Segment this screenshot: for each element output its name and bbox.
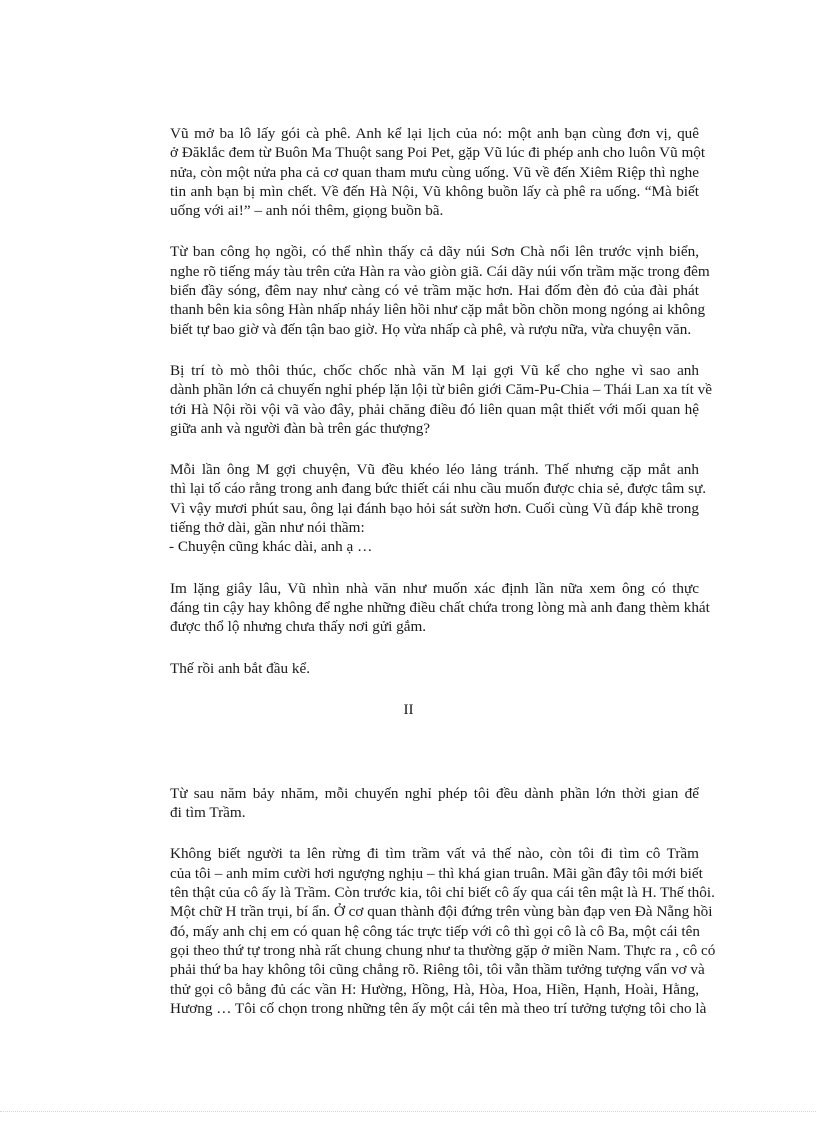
text-line: Hương … Tôi cố chọn trong những tên ấy một cái tên mà theo trí tưởng tượng tôi cho là	[170, 999, 707, 1017]
paragraph-1	[118, 124, 706, 220]
text-line: nghe rõ tiếng máy tàu trên cửa Hàn ra vào giòn giã. Cái dãy núi vốn trầm mặc trong đêm	[170, 262, 710, 280]
text-line: ở Đăklắc đem từ Buôn Ma Thuột sang Poi Pet, gặp Vũ lúc đi phép anh cho luôn Vũ một	[170, 144, 706, 162]
paragraph-gap	[118, 678, 699, 700]
section-heading: II	[403, 700, 414, 718]
text-line: thì lại tố cáo rằng trong anh đang bức thiết cái nhu cầu muốn được chia sẻ, được tâm sự.	[170, 480, 707, 498]
dialogue-line: - Chuyện cũng khác dài, anh ạ …	[169, 538, 373, 556]
text-line: đi tìm Trầm.	[170, 804, 246, 822]
text-line: nửa, còn một nửa pha cả cơ quan tham mưu cùng uống. Vũ về đến Xiêm Riệp thì nghe	[170, 163, 699, 181]
text-line: Vũ mở ba lô lấy gói cà phê. Anh kể lại lịch của nó: một anh bạn cùng đơn vị, quê	[170, 125, 699, 142]
text-line: đáng tin cậy hay không để nghe những điều chất chứa trong lòng mà anh đang thèm khát	[170, 598, 710, 616]
text-line: Một chữ H trần trụi, bí ẩn. Ở cơ quan thành đội đứng trên vùng bàn đạp ven Đà Nẵng hồi	[170, 903, 713, 921]
text-line: Từ sau năm bảy nhăm, mỗi chuyến nghỉ phép tôi đều dành phần lớn thời gian để	[170, 784, 699, 802]
text-line: Bị trí tò mò thôi thúc, chốc chốc nhà văn M lại gợi Vũ kể cho nghe vì sao anh	[170, 361, 699, 379]
paragraph-6	[118, 659, 699, 678]
paragraph-gap	[118, 339, 699, 361]
text-line: tới Hà Nội rồi vội vã vào đây, phải chăng điều đó liên quan mật thiết với mối quan hệ	[170, 400, 699, 418]
text-line: được thổ lộ nhưng chưa thấy nơi gửi gắm.	[170, 618, 427, 636]
text-line: biết tự bao giờ và đến tận bao giờ. Họ vừa nhấp cà phê, và rượu nữa, vừa chuyện văn.	[170, 320, 692, 338]
text-line: đó, mấy anh chị em có quan hệ công tác trực tiếp với cô thì gọi cô là cô Ba, một cái tên	[170, 922, 700, 940]
paragraph-8	[118, 844, 716, 1018]
text-line: Thế rồi anh bắt đầu kể.	[170, 659, 311, 677]
text-line: tiếng thở dài, gần như nói thầm:	[170, 519, 365, 537]
text-line: gọi theo thứ tự trong nhà rất chung chung như ta thường gặp ở miền Nam. Thực ra , cô có	[170, 941, 716, 959]
section-gap	[118, 719, 699, 784]
text-line: Vì vậy mươi phút sau, ông lại đánh bạo hỏi sát sườn hơn. Cuối cùng Vũ đáp khẽ trong	[170, 499, 699, 517]
text-line: phải thứ ba hay không tôi cũng chẳng rõ. Riêng tôi, tôi vẫn thầm tưởng tượng vẩn vơ và	[170, 961, 705, 979]
text-line: uống với ai!” – anh nói thêm, giọng buồn bã.	[170, 202, 444, 220]
paragraph-gap	[118, 220, 699, 242]
page-bottom-rule	[0, 1111, 816, 1112]
paragraph-3	[118, 361, 712, 438]
text-line: tên thật của cô ấy là Trầm. Còn trước kia, tôi chỉ biết cô ấy qua cái tên mật là H. Thế thôi.	[170, 884, 715, 902]
text-line: thanh bên kia sông Hàn nhấp nháy liên hồi như cặp mắt bồn chồn mong ngóng ai không	[170, 301, 706, 319]
text-line: Im lặng giây lâu, Vũ nhìn nhà văn như muốn xác định lần nữa xem ông có thực	[170, 579, 699, 597]
paragraph-gap	[118, 438, 699, 460]
text-line: giữa anh và người đàn bà trên gác thượng?	[170, 419, 431, 437]
paragraph-5	[118, 579, 710, 637]
text-line: biển đầy sóng, đêm nay như càng có vẻ trầm mặc hơn. Hai đốm đèn đỏ của đài phát	[170, 282, 699, 300]
text-line: của tôi – anh mỉm cười hơi ngượng nghịu – thì khá gian truân. Mãi gần đây tôi mới biết	[170, 864, 703, 882]
text-line: tin anh bạn bị mìn chết. Về đến Hà Nội, Vũ không buồn lấy cà phê ra uống. “Mà biết	[170, 182, 699, 200]
paragraph-2	[118, 242, 710, 338]
document-body	[118, 124, 716, 1018]
paragraph-4	[118, 460, 707, 537]
text-line: Không biết người ta lên rừng đi tìm trầm vất vả thế nào, còn tôi đi tìm cô Trầm	[170, 845, 699, 863]
text-line: Mỗi lần ông M gợi chuyện, Vũ đều khéo léo lảng tránh. Thế nhưng cặp mắt anh	[170, 461, 699, 479]
paragraph-gap	[118, 557, 699, 579]
paragraph-gap	[118, 637, 699, 659]
paragraph-7	[118, 784, 699, 823]
paragraph-gap	[118, 822, 699, 844]
text-line: dành phần lớn cả chuyến nghỉ phép lặn lội từ biên giới Căm-Pu-Chia – Thái Lan xa tít về	[170, 381, 712, 399]
text-line: Từ ban công họ ngồi, có thể nhìn thấy cả dãy núi Sơn Chà nổi lên trước vịnh biển,	[170, 243, 699, 261]
text-line: thử gọi cô bằng đủ các vần H: Hường, Hồng, Hà, Hòa, Hoa, Hiền, Hạnh, Hoài, Hằng,	[170, 980, 699, 998]
